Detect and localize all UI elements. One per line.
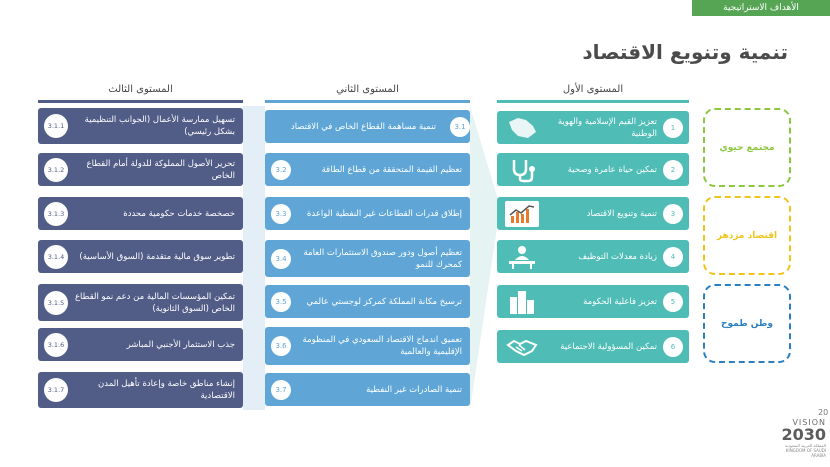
level3-num: 3.1.1 (44, 114, 68, 138)
growth-chart-icon (505, 201, 539, 227)
level2-text: إطلاق قدرات القطاعات غير النفطية الواعدة (306, 208, 462, 219)
saudi-map-icon (505, 115, 539, 141)
level2-row-2[interactable] (265, 153, 470, 186)
vision-2030-logo (770, 418, 826, 462)
level1-text: تنمية وتنويع الاقتصاد (586, 208, 657, 219)
level1-num: 3 (663, 204, 683, 224)
level3-text: جذب الاستثمار الأجنبي المباشر (126, 339, 235, 350)
level2-row-3[interactable] (265, 197, 470, 230)
level2-num: 3.7 (271, 380, 291, 400)
level1-num: 4 (663, 247, 683, 267)
level1-row-3[interactable] (497, 197, 689, 230)
level1-row-6[interactable] (497, 330, 689, 363)
level1-text: تعزيز القيم الإسلامية والهوية الوطنية (557, 116, 657, 139)
level2-text: تعظيم القيمة المتحققة من قطاع الطاقة (321, 164, 462, 175)
level3-text: تطوير سوق مالية متقدمة (السوق الأساسية) (79, 251, 235, 262)
level2-num: 3.5 (271, 292, 291, 312)
level1-num: 5 (663, 292, 683, 312)
level3-num: 3.1.4 (44, 245, 68, 269)
level2-row-7[interactable] (265, 373, 470, 406)
level3-text: إنشاء مناطق خاصة وإعادة تأهيل المدن الاقتصادية (98, 379, 235, 401)
page-title: تنمية وتنويع الاقتصاد (582, 40, 788, 64)
level1-num: 2 (663, 160, 683, 180)
level1-num: 1 (663, 118, 683, 138)
level3-row-4[interactable] (38, 240, 243, 273)
level1-text: تمكين حياة عامرة وصحية (567, 164, 657, 175)
level3-row-1[interactable] (38, 108, 243, 144)
level3-num: 3.1.2 (44, 158, 68, 182)
logo-vision-text: VISION (792, 418, 826, 427)
level3-num: 3.1.7 (44, 378, 68, 402)
level3-header: المستوى الثالث (108, 84, 173, 95)
level3-num: 3.1.6 (44, 333, 68, 357)
level1-row-1[interactable] (497, 111, 689, 144)
level2-row-4[interactable] (265, 240, 470, 277)
level2-header: المستوى الثاني (336, 84, 399, 95)
stethoscope-icon (505, 157, 539, 183)
level1-text: تمكين المسؤولية الاجتماعية (560, 341, 657, 352)
level3-text: خصخصة خدمات حكومية محددة (123, 208, 235, 219)
level1-row-5[interactable] (497, 285, 689, 318)
level2-text: تعميق اندماج الاقتصاد السعودي في المنظومة الإقليمية والعالمية (302, 335, 462, 357)
level2-text: تنمية الصادرات غير النفطية (366, 384, 462, 395)
logo-sub-text: المملكة العربية السعودية KINGDOM OF SAUDI ARABIA (784, 443, 826, 458)
level2-num: 3.3 (271, 204, 291, 224)
level1-header: المستوى الأول (562, 84, 624, 95)
level3-text: تمكين المؤسسات المالية من دعم نمو القطاع الخاص (السوق الثانوية) (74, 291, 235, 314)
page-number: 20 (818, 408, 829, 417)
level2-text: تعظيم أصول ودور صندوق الاستثمارات العامة كمحرك للنمو (303, 247, 462, 270)
level1-num: 6 (663, 337, 683, 357)
level2-num: 3.2 (271, 160, 291, 180)
level2-num: 3.6 (271, 336, 291, 356)
level2-text: تنمية مساهمة القطاع الخاص في الاقتصاد (290, 121, 436, 132)
level1-row-4[interactable] (497, 240, 689, 273)
level2-row-1[interactable] (265, 110, 470, 143)
level2-text: ترسيخ مكانة المملكة كمركز لوجستي عالمي (306, 296, 462, 307)
level3-row-7[interactable] (38, 372, 243, 408)
level2-num: 3.1 (450, 117, 470, 137)
level3-text: تحرير الأصول المملوكة للدولة أمام القطاع الخاص (86, 158, 235, 181)
level3-num: 3.1.3 (44, 202, 68, 226)
level3-text: تسهيل ممارسة الأعمال (الجوانب التنظيمية بشكل رئيسي) (84, 115, 235, 137)
group-ambitious-nation: وطن طموح (703, 284, 791, 363)
level3-num: 3.1.5 (44, 291, 68, 315)
level3-row-6[interactable] (38, 328, 243, 361)
employee-desk-icon (505, 244, 539, 270)
level3-row-3[interactable] (38, 197, 243, 230)
level3-row-2[interactable] (38, 153, 243, 186)
logo-year-text: 2030 (781, 425, 826, 444)
group-vibrant-society: مجتمع حيوي (703, 108, 791, 187)
level2-row-6[interactable] (265, 327, 470, 365)
level1-text: تعزيز فاعلية الحكومة (583, 296, 657, 307)
level1-text: زيادة معدلات التوظيف (578, 251, 657, 262)
section-tag: الأهداف الاستراتيجية (692, 0, 830, 16)
government-building-icon (505, 289, 539, 315)
level3-row-5[interactable] (38, 284, 243, 321)
group-thriving-economy: اقتصاد مزدهر (703, 196, 791, 275)
level1-row-2[interactable] (497, 153, 689, 186)
level2-row-5[interactable] (265, 285, 470, 318)
handshake-icon (505, 334, 539, 360)
level2-num: 3.4 (271, 249, 291, 269)
